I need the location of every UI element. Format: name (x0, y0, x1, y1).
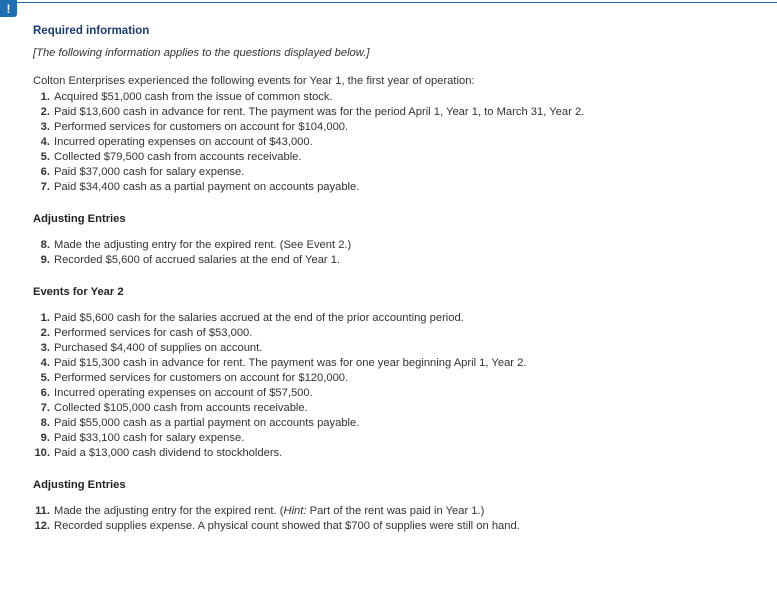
list-item: 2. Performed services for cash of $53,000. (40, 327, 253, 339)
list-item: 8. Made the adjusting entry for the expired rent. (See Event 2.) (40, 239, 352, 251)
adjusting-entries-title-1: Adjusting Entries (33, 213, 126, 225)
list-item: 12. Recorded supplies expense. A physical count showed that $700 of supplies were still on hand. (34, 520, 520, 532)
list-item: 4. Paid $15,300 cash in advance for rent. The payment was for one year beginning April 1, Year 2. (40, 357, 527, 369)
adjusting-entries-list-2 (33, 504, 773, 534)
list-item: 1. Paid $5,600 cash for the salaries accrued at the end of the prior accounting period. (40, 312, 464, 324)
list-item: 5. Performed services for customers on account for $120,000. (40, 372, 349, 384)
list-item: 6. Incurred operating expenses on account of $57,500. (40, 387, 313, 399)
section-heading: Required information (33, 25, 150, 37)
list-item: 5. Collected $79,500 cash from accounts receivable. (40, 151, 302, 163)
list-item: 7. Paid $34,400 cash as a partial payment on accounts payable. (40, 181, 360, 193)
list-item: 3. Purchased $4,400 of supplies on account. (40, 342, 263, 354)
year1-events-list (33, 90, 773, 195)
applies-note: [The following information applies to the questions displayed below.] (33, 47, 370, 59)
list-item: 8. Paid $55,000 cash as a partial payment on accounts payable. (40, 417, 360, 429)
list-item: 2. Paid $13,600 cash in advance for rent. The payment was for the period April 1, Year 1, to March 31, Year 2. (40, 106, 585, 118)
year2-events-list (33, 311, 773, 461)
hint-label: Hint: (283, 505, 307, 517)
alert-icon: ! (0, 0, 17, 17)
list-item: 9. Recorded $5,600 of accrued salaries at the end of Year 1. (40, 254, 341, 266)
list-item: 6. Paid $37,000 cash for salary expense. (40, 166, 245, 178)
list-item: 3. Performed services for customers on account for $104,000. (40, 121, 349, 133)
required-information-panel (33, 24, 773, 534)
list-item: 1. Acquired $51,000 cash from the issue of common stock. (40, 91, 333, 103)
list-item: 11. Made the adjusting entry for the expired rent. ( Hint: Part of the rent was paid in Year 1.) (35, 505, 485, 517)
adjusting-entries-list-1 (33, 238, 773, 268)
adjusting-entries-title-2: Adjusting Entries (33, 479, 126, 491)
list-item: 7. Collected $105,000 cash from accounts receivable. (40, 402, 308, 414)
list-item: 9. Paid $33,100 cash for salary expense. (40, 432, 245, 444)
intro-text: Colton Enterprises experienced the following events for Year 1, the first year of operation: (33, 75, 475, 87)
list-item: 4. Incurred operating expenses on account of $43,000. (40, 136, 313, 148)
top-divider (17, 2, 777, 3)
list-item: 10. Paid a $13,000 cash dividend to stockholders. (34, 447, 283, 459)
year2-events-title: Events for Year 2 (33, 286, 124, 298)
